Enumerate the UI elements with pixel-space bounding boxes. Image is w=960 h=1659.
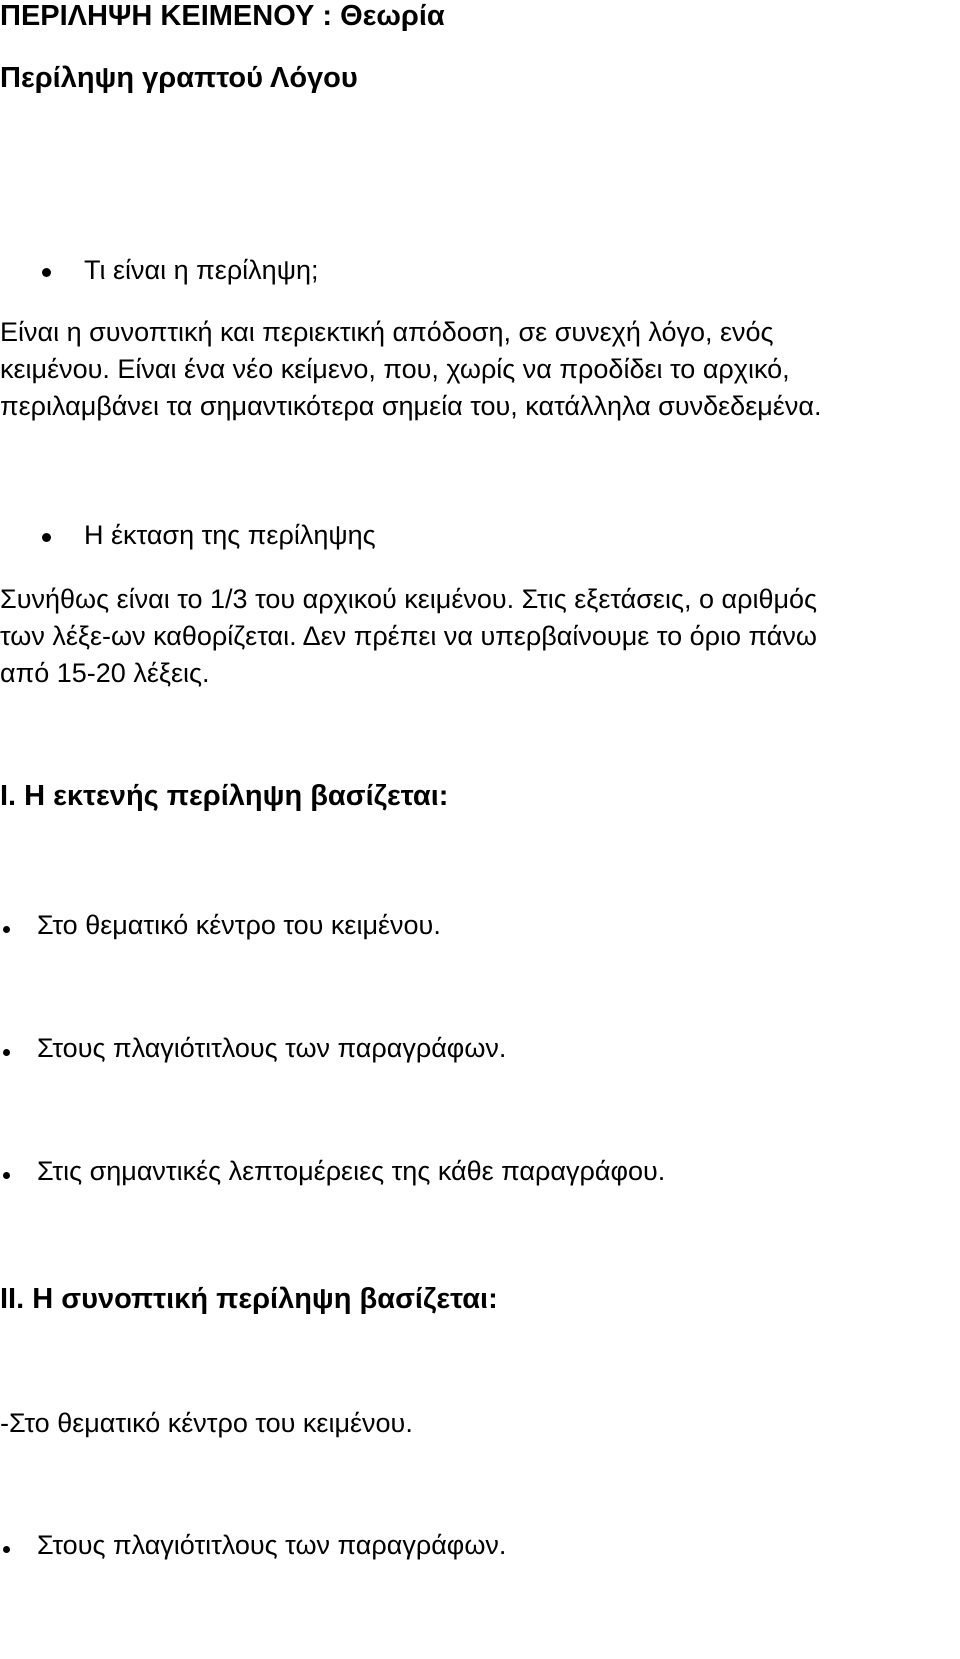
dash-item: -Στο θεματικό κέντρο του κειμένου.: [0, 1408, 413, 1438]
document-title: ΠΕΡΙΛΗΨΗ ΚΕΙΜΕΝΟΥ : Θεωρία: [0, 0, 445, 32]
paragraph-line: των λέξε-ων καθορίζεται. Δεν πρέπει να υπερβαίνουμε το όριο πάνω: [0, 621, 817, 651]
paragraph-line: κειμένου. Είναι ένα νέο κείμενο, που, χωρίς να προδίδει το αρχικό,: [0, 354, 790, 384]
bullet-dot-icon: [3, 1172, 10, 1179]
bullet-dot-icon: [3, 926, 10, 933]
paragraph-line: Συνήθως είναι το 1/3 του αρχικού κειμένου. Στις εξετάσεις, ο αριθμός: [0, 584, 818, 614]
paragraph-line: από 15-20 λέξεις.: [0, 658, 210, 688]
document-subtitle: Περίληψη γραπτού Λόγου: [0, 62, 358, 94]
section-heading: ΙΙ. Η συνοπτική περίληψη βασίζεται:: [0, 1283, 498, 1315]
list-item-label: Στις σημαντικές λεπτομέρειες της κάθε παραγράφου.: [37, 1156, 666, 1186]
list-item-label: Στο θεματικό κέντρο του κειμένου.: [37, 910, 441, 940]
bullet-label: Η έκταση της περίληψης: [84, 520, 376, 550]
bullet-dot-icon: [42, 533, 51, 542]
bullet-dot-icon: [3, 1049, 10, 1056]
paragraph-line: περιλαμβάνει τα σημαντικότερα σημεία του, κατάλληλα συνδεδεμένα.: [0, 391, 822, 421]
section-heading: Ι. Η εκτενής περίληψη βασίζεται:: [0, 780, 449, 812]
paragraph-line: Είναι η συνοπτική και περιεκτική απόδοση, σε συνεχή λόγο, ενός: [0, 317, 774, 347]
list-item-label: Στους πλαγιότιτλους των παραγράφων.: [37, 1530, 507, 1560]
list-item-label: Στους πλαγιότιτλους των παραγράφων.: [37, 1033, 507, 1063]
bullet-dot-icon: [3, 1546, 10, 1553]
bullet-dot-icon: [42, 268, 51, 277]
bullet-label: Τι είναι η περίληψη;: [84, 255, 319, 285]
